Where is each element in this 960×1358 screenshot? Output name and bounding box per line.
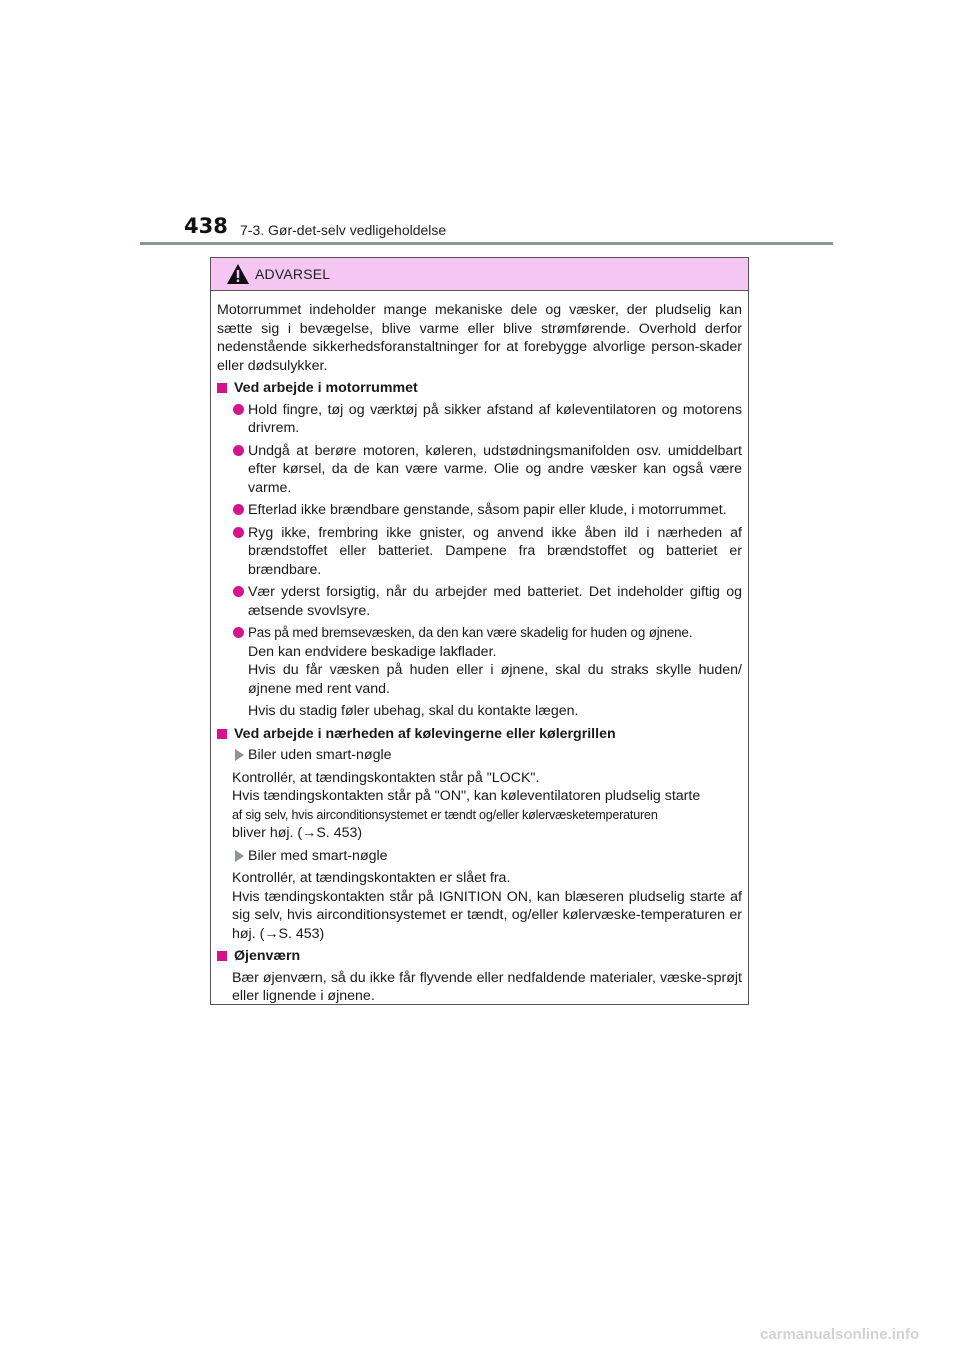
variant-line: Kontrollér, at tændingskontakten står på "LOCK". — [232, 769, 540, 786]
variant-label: Biler uden smart-nøgle — [248, 747, 392, 763]
bullet-text: Hvis du får væsken på huden eller i øjnene, skal du straks skylle huden/øjnene med rent vand. — [248, 662, 742, 697]
warning-intro: Motorrummet indeholder mange mekaniske dele og væsker, der pludselig kan sætte sig i bevægelse, blive varme eller blive strømførende. Overhold derfor nedenstående sikkerhedsforanstaltninger for at forebygge alvorlige person-skader eller dødsulykker. — [217, 302, 742, 374]
page-number: 438 — [184, 214, 228, 238]
round-bullet-icon — [233, 404, 244, 415]
header-rule — [140, 242, 833, 245]
warning-box — [210, 257, 749, 1005]
bullet-text: Efterlad ikke brændbare genstande, såsom papir eller klude, i motorrummet. — [248, 502, 727, 518]
section-heading-eye-protection — [217, 947, 742, 966]
section-text: Bær øjenværn, så du ikke får flyvende eller nedfaldende materialer, væske-sprøjt eller lignende i øjnene. — [232, 969, 742, 1004]
bullet-text: Ryg ikke, frembring ikke gnister, og anvend ikke åben ild i nærheden af brændstoffet eller batteriet. Dampene fra brændstoffet og batteriet er brændbare. — [248, 524, 742, 578]
bullet-item — [217, 524, 742, 580]
watermark: carmanualsonline.info — [760, 1326, 920, 1343]
variant-text — [217, 869, 742, 943]
section-heading-text: Ved arbejde i nærheden af kølevingerne eller kølergrillen — [234, 725, 616, 742]
variant-line: bliver høj. (→S. 453) — [232, 825, 363, 841]
warning-title: ADVARSEL — [255, 266, 331, 282]
section-heading-text: Ved arbejde i motorrummet — [234, 380, 418, 396]
section-title: 7-3. Gør-det-selv vedligeholdelse — [240, 222, 447, 238]
bullet-item — [217, 583, 742, 620]
bullet-text: Den kan endvidere beskadige lakflader. — [248, 643, 497, 660]
triangle-bullet-icon — [235, 850, 244, 862]
bullet-item — [217, 442, 742, 498]
round-bullet-icon — [233, 445, 244, 456]
section-heading-engine-bay — [217, 379, 742, 398]
warning-body — [211, 291, 748, 1006]
round-bullet-icon — [233, 527, 244, 538]
vehicle-variant-no-smart-key — [217, 746, 742, 765]
square-bullet-icon — [217, 729, 227, 739]
bullet-item — [217, 501, 742, 520]
square-bullet-icon — [217, 951, 227, 961]
round-bullet-icon — [233, 504, 244, 515]
square-bullet-icon — [217, 383, 227, 393]
section-heading-text: Øjenværn — [234, 948, 301, 964]
warning-triangle-icon — [226, 263, 250, 285]
bullet-text: Hold fingre, tøj og værktøj på sikker afstand af køleventilatoren og motorens drivrem. — [248, 401, 742, 436]
variant-line: af sig selv, hvis airconditionsystemet er tændt og/eller kølervæsketemperaturen — [232, 807, 658, 822]
variant-text — [217, 769, 742, 843]
variant-line: Kontrollér, at tændingskontakten er slået fra. — [232, 870, 511, 886]
vehicle-variant-smart-key — [217, 847, 742, 866]
round-bullet-icon — [233, 586, 244, 597]
bullet-item-brake-fluid — [217, 624, 742, 698]
variant-line: Hvis tændingskontakten står på "ON", kan køleventilatoren pludselig starte — [232, 788, 701, 804]
bullet-item — [217, 401, 742, 438]
variant-label: Biler med smart-nøgle — [248, 847, 388, 864]
triangle-bullet-icon — [235, 749, 244, 761]
section-heading-cooling-fans — [217, 725, 742, 744]
round-bullet-icon — [233, 627, 244, 638]
warning-header — [211, 258, 748, 291]
bullet-text: Vær yderst forsigtig, når du arbejder med batteriet. Det indeholder giftig og ætsende svovlsyre. — [248, 584, 742, 619]
variant-line: Hvis tændingskontakten står på IGNITION ON, kan blæseren pludselig starte af sig selv, hvis airconditionsystemet er tændt, og/eller kølervæske-temperaturen er høj. (→S. 453) — [232, 888, 742, 942]
bullet-text: Undgå at berøre motoren, køleren, udstødningsmanifolden osv. umiddelbart efter kørsel, da de kan være varme. Olie og andre væsker kan også være varme. — [248, 442, 742, 496]
bullet-text: Pas på med bremsevæsken, da den kan være skadelig for huden og øjnene. — [248, 625, 693, 640]
bullet-followup-text: Hvis du stadig føler ubehag, skal du kontakte lægen. — [248, 703, 579, 719]
